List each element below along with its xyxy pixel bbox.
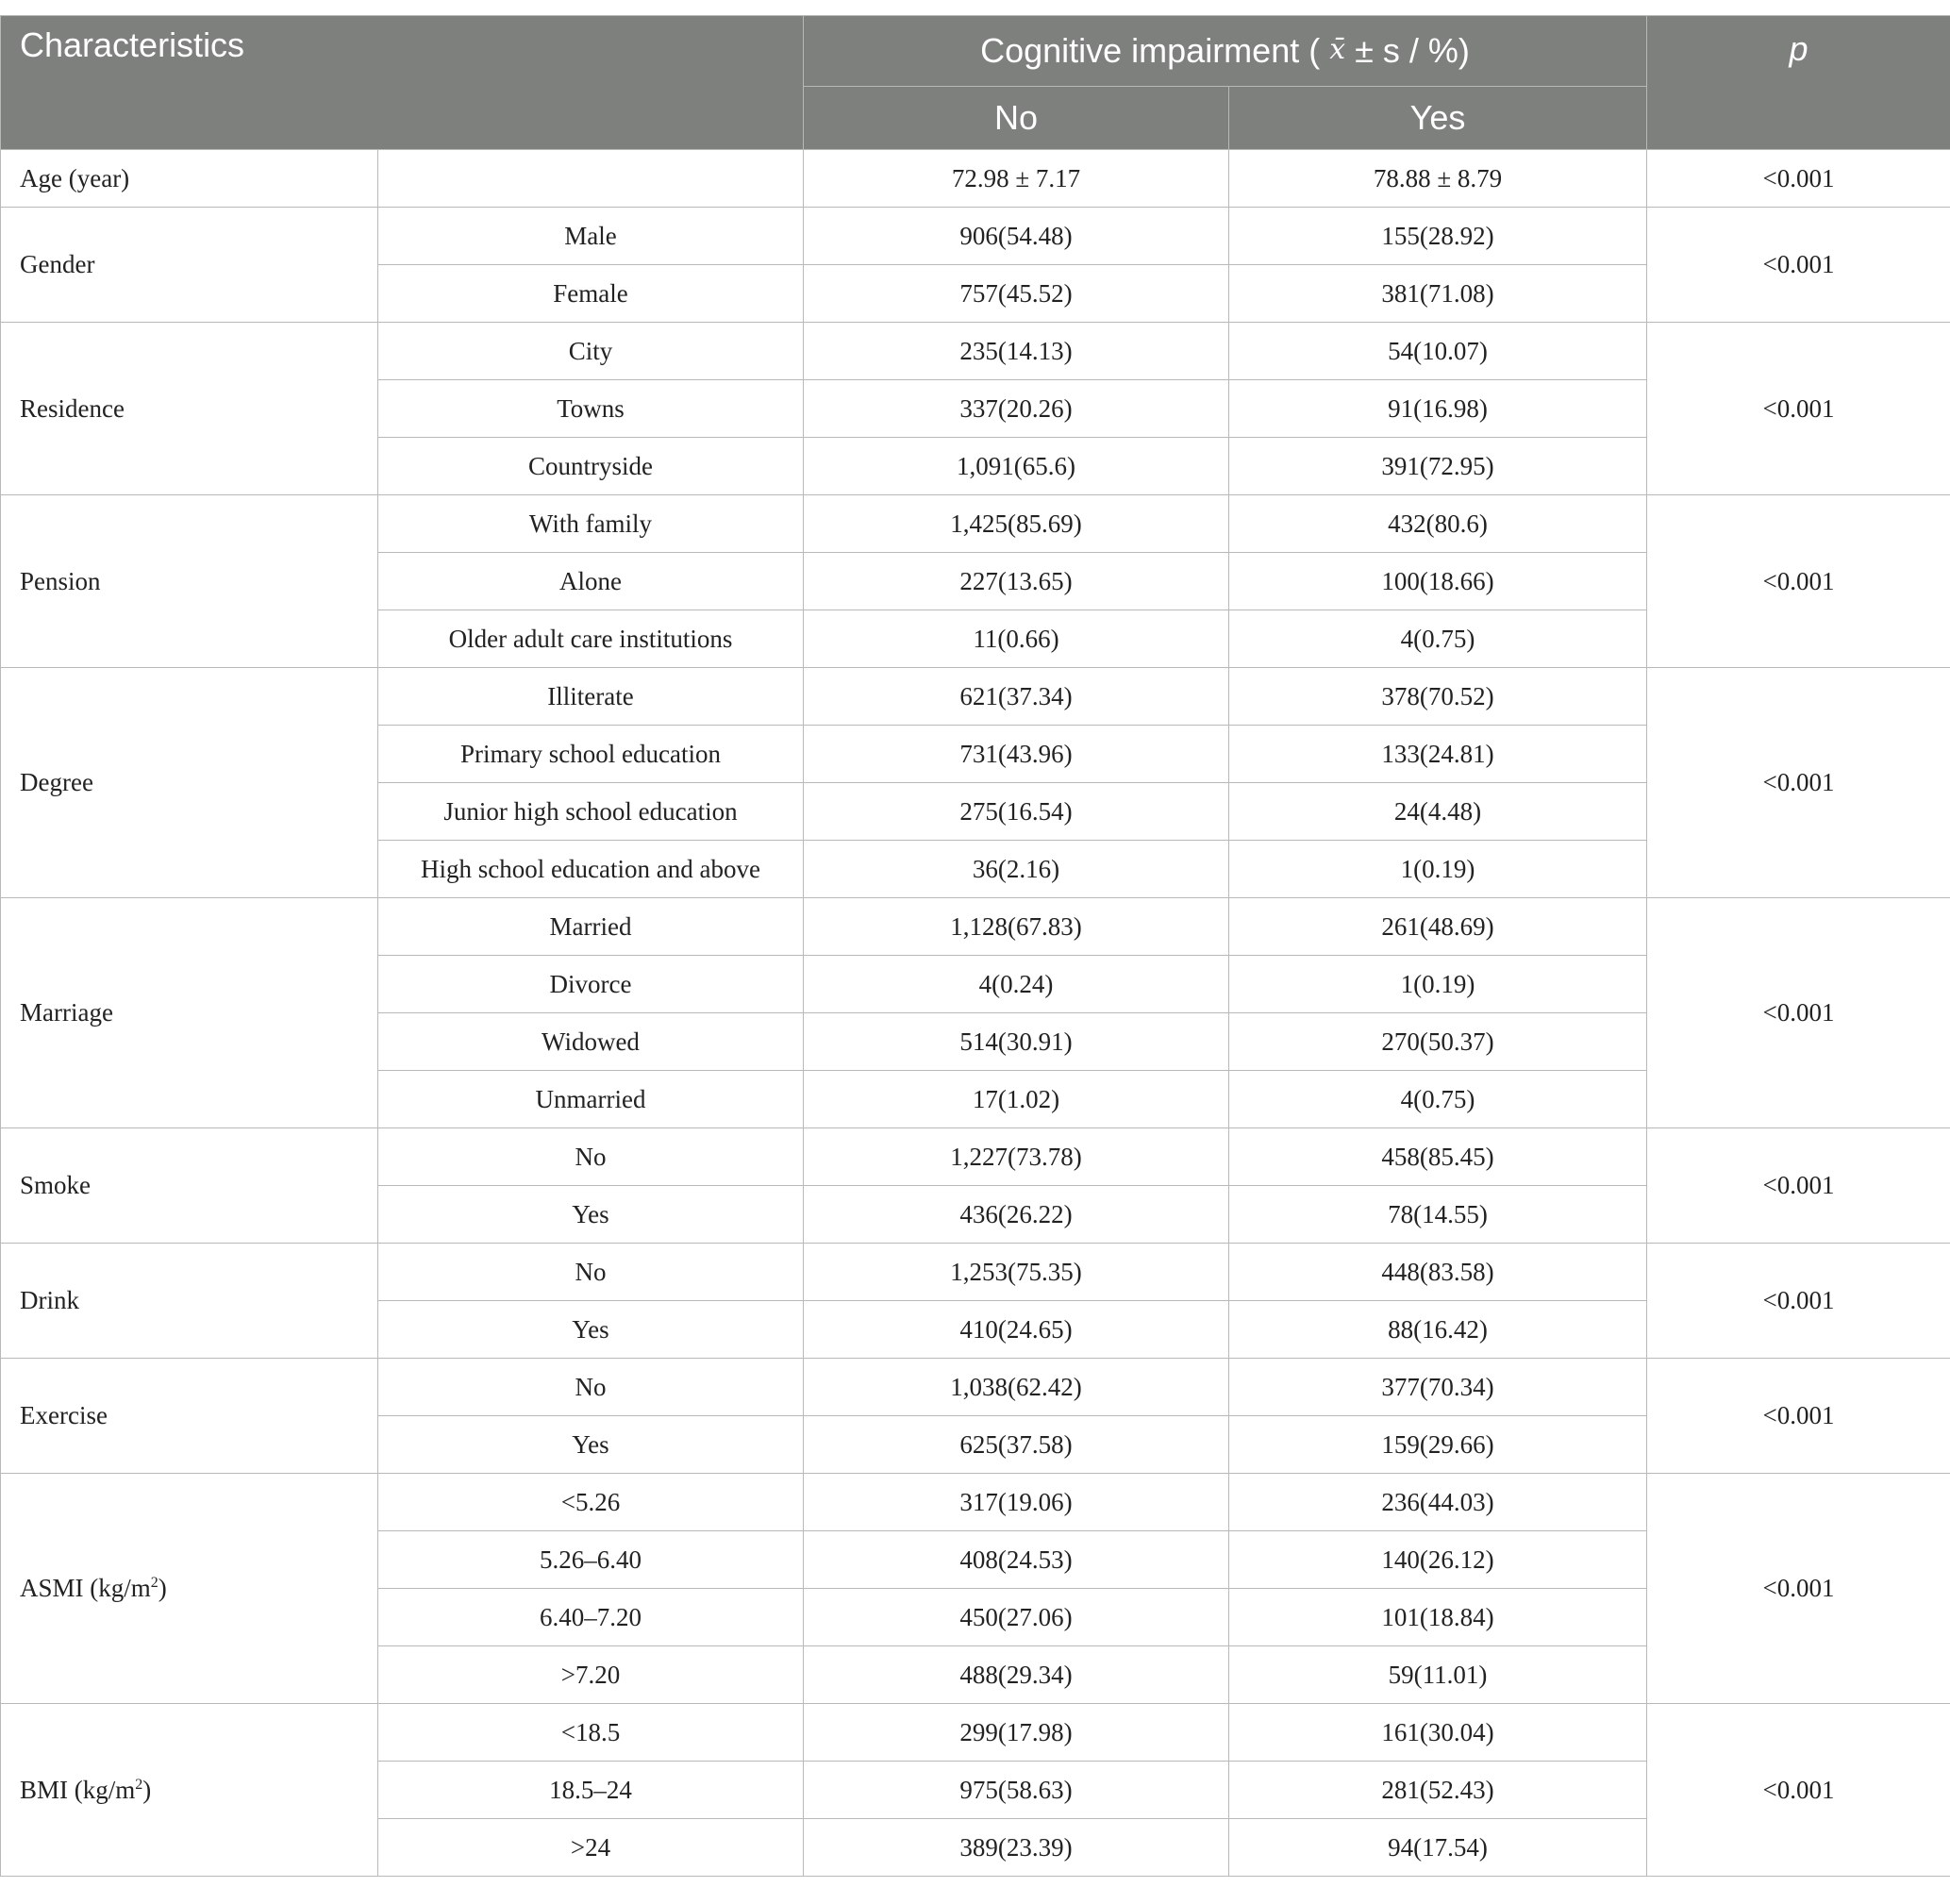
no-value-cell: 1,038(62.42) [804,1359,1229,1416]
no-value-cell: 227(13.65) [804,553,1229,610]
characteristic-name [1,668,378,898]
yes-value-cell: 381(71.08) [1229,265,1647,323]
no-value-cell: 299(17.98) [804,1704,1229,1762]
characteristic-name [1,1244,378,1359]
level-cell: >7.20 [378,1646,804,1704]
characteristic-label: Exercise [20,1401,108,1429]
no-value-cell: 757(45.52) [804,265,1229,323]
no-value-cell: 625(37.58) [804,1416,1229,1474]
no-value-cell: 275(16.54) [804,783,1229,841]
no-value-cell: 410(24.65) [804,1301,1229,1359]
level-cell: No [378,1244,804,1301]
yes-value-cell: 378(70.52) [1229,668,1647,726]
yes-value-cell: 448(83.58) [1229,1244,1647,1301]
p-value-cell: <0.001 [1647,668,1950,898]
no-value-cell: 436(26.22) [804,1186,1229,1244]
characteristic-label: Drink [20,1286,79,1314]
no-value-cell: 1,128(67.83) [804,898,1229,956]
level-cell: Yes [378,1416,804,1474]
characteristics-table [0,15,1950,1877]
yes-value-cell: 140(26.12) [1229,1531,1647,1589]
no-value-cell: 36(2.16) [804,841,1229,898]
table-row [1,495,1950,553]
level-cell: Illiterate [378,668,804,726]
characteristic-name [1,495,378,668]
level-cell: Widowed [378,1013,804,1071]
level-cell: Primary school education [378,726,804,783]
table-row [1,1128,1950,1186]
yes-value-cell: 59(11.01) [1229,1646,1647,1704]
table-row [1,1244,1950,1301]
yes-value-cell: 78.88 ± 8.79 [1229,150,1647,208]
yes-value-cell: 1(0.19) [1229,956,1647,1013]
level-cell [378,150,804,208]
no-value-cell: 337(20.26) [804,380,1229,438]
no-value-cell: 389(23.39) [804,1819,1229,1877]
no-column-header: No [804,87,1229,150]
level-cell: No [378,1359,804,1416]
yes-value-cell: 78(14.55) [1229,1186,1647,1244]
characteristic-name [1,323,378,495]
yes-value-cell: 4(0.75) [1229,1071,1647,1128]
characteristic-label: Age (year) [20,163,130,192]
level-cell: Alone [378,553,804,610]
no-value-cell: 514(30.91) [804,1013,1229,1071]
yes-value-cell: 159(29.66) [1229,1416,1647,1474]
level-cell: Yes [378,1301,804,1359]
yes-value-cell: 24(4.48) [1229,783,1647,841]
characteristic-name [1,1704,378,1877]
yes-value-cell: 54(10.07) [1229,323,1647,380]
no-value-cell: 488(29.34) [804,1646,1229,1704]
yes-value-cell: 432(80.6) [1229,495,1647,553]
characteristic-label: Smoke [20,1171,92,1199]
yes-value-cell: 94(17.54) [1229,1819,1647,1877]
no-value-cell: 621(37.34) [804,668,1229,726]
level-cell: City [378,323,804,380]
characteristic-label: Degree [20,768,93,796]
no-value-cell: 1,091(65.6) [804,438,1229,495]
table-row [1,898,1950,956]
p-value-cell: <0.001 [1647,150,1950,208]
level-cell: <18.5 [378,1704,804,1762]
unit-superscript: 2 [135,1776,143,1793]
no-value-cell: 17(1.02) [804,1071,1229,1128]
p-value-cell: <0.001 [1647,1244,1950,1359]
yes-value-cell: 91(16.98) [1229,380,1647,438]
level-cell: High school education and above [378,841,804,898]
level-cell: Married [378,898,804,956]
yes-value-cell: 100(18.66) [1229,553,1647,610]
level-cell: Male [378,208,804,265]
characteristic-name [1,898,378,1128]
yes-value-cell: 281(52.43) [1229,1762,1647,1819]
cognitive-prefix: Cognitive impairment ( [980,31,1321,70]
no-value-cell: 975(58.63) [804,1762,1229,1819]
yes-value-cell: 261(48.69) [1229,898,1647,956]
level-cell: Countryside [378,438,804,495]
characteristic-name [1,1474,378,1704]
no-value-cell: 906(54.48) [804,208,1229,265]
characteristic-label: Residence [20,393,125,423]
p-value-header: p [1647,16,1950,150]
characteristic-name [1,1128,378,1244]
yes-value-cell: 155(28.92) [1229,208,1647,265]
level-cell: <5.26 [378,1474,804,1531]
no-value-cell: 317(19.06) [804,1474,1229,1531]
yes-value-cell: 270(50.37) [1229,1013,1647,1071]
no-value-cell: 1,425(85.69) [804,495,1229,553]
table-header [1,16,1950,150]
level-cell: Divorce [378,956,804,1013]
table-row [1,1359,1950,1416]
p-value-cell: <0.001 [1647,1359,1950,1474]
characteristic-label: BMI (kg/m [20,1775,136,1804]
p-value-cell: <0.001 [1647,898,1950,1128]
characteristic-label-tail: ) [158,1574,167,1602]
p-value-cell: <0.001 [1647,1128,1950,1244]
level-cell: 6.40–7.20 [378,1589,804,1646]
level-cell: Junior high school education [378,783,804,841]
yes-column-header: Yes [1229,87,1647,150]
characteristic-label-tail: ) [142,1775,152,1804]
yes-value-cell: 101(18.84) [1229,1589,1647,1646]
p-value-cell: <0.001 [1647,323,1950,495]
no-value-cell: 1,253(75.35) [804,1244,1229,1301]
no-value-cell: 1,227(73.78) [804,1128,1229,1186]
characteristic-label: Gender [20,250,95,278]
p-value-cell: <0.001 [1647,1474,1950,1704]
yes-value-cell: 88(16.42) [1229,1301,1647,1359]
characteristic-label: Pension [20,566,101,595]
no-value-cell: 4(0.24) [804,956,1229,1013]
table-row [1,1704,1950,1762]
table-body [1,150,1950,1877]
no-value-cell: 72.98 ± 7.17 [804,150,1229,208]
table-row [1,150,1950,208]
yes-value-cell: 161(30.04) [1229,1704,1647,1762]
characteristic-name [1,208,378,323]
yes-value-cell: 236(44.03) [1229,1474,1647,1531]
level-cell: Older adult care institutions [378,610,804,668]
level-cell: Female [378,265,804,323]
characteristics-header: Characteristics [1,16,804,150]
level-cell: No [378,1128,804,1186]
yes-value-cell: 458(85.45) [1229,1128,1647,1186]
level-cell: Unmarried [378,1071,804,1128]
cognitive-impairment-header [804,16,1647,87]
table-row [1,668,1950,726]
cognitive-suffix: ± s / %) [1355,31,1470,70]
yes-value-cell: 391(72.95) [1229,438,1647,495]
yes-value-cell: 1(0.19) [1229,841,1647,898]
no-value-cell: 408(24.53) [804,1531,1229,1589]
yes-value-cell: 133(24.81) [1229,726,1647,783]
no-value-cell: 235(14.13) [804,323,1229,380]
xbar-symbol: x̄ [1329,33,1346,66]
level-cell: 18.5–24 [378,1762,804,1819]
characteristic-label: Marriage [20,998,113,1027]
no-value-cell: 731(43.96) [804,726,1229,783]
level-cell: >24 [378,1819,804,1877]
table-row [1,1474,1950,1531]
unit-superscript: 2 [150,1575,158,1591]
characteristic-label: ASMI (kg/m [20,1574,151,1602]
yes-value-cell: 4(0.75) [1229,610,1647,668]
level-cell: Towns [378,380,804,438]
p-value-cell: <0.001 [1647,495,1950,668]
no-value-cell: 450(27.06) [804,1589,1229,1646]
no-value-cell: 11(0.66) [804,610,1229,668]
p-value-cell: <0.001 [1647,208,1950,323]
p-value-cell: <0.001 [1647,1704,1950,1877]
table-row [1,323,1950,380]
characteristic-name [1,150,378,208]
level-cell: With family [378,495,804,553]
level-cell: Yes [378,1186,804,1244]
characteristic-name [1,1359,378,1474]
yes-value-cell: 377(70.34) [1229,1359,1647,1416]
level-cell: 5.26–6.40 [378,1531,804,1589]
table-row [1,208,1950,265]
